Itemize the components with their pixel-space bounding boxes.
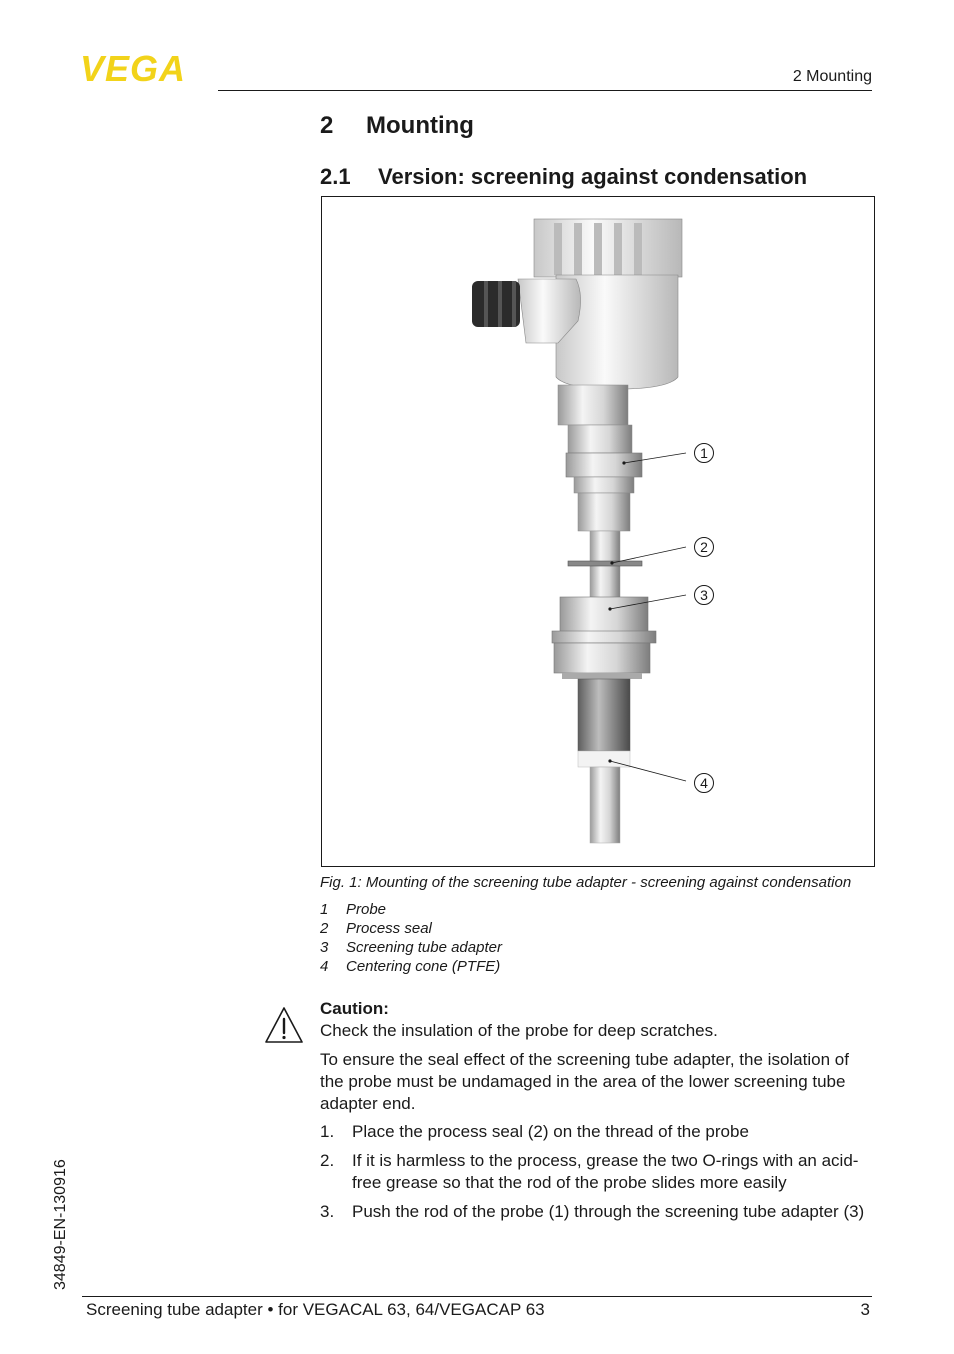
figure-caption: Fig. 1: Mounting of the screening tube adapter - screening against condensation (320, 874, 852, 891)
probe-hex-nut (566, 453, 642, 477)
screening-tube (578, 679, 630, 751)
screening-tube-adapter (560, 597, 648, 633)
callout-3-label: 3 (700, 587, 708, 603)
chapter-number: 2 (320, 112, 334, 139)
footer-title: Screening tube adapter • for VEGACAL 63, 64/VEGACAP 63 (86, 1300, 545, 1319)
header-section-title: 2 Mounting (792, 68, 872, 85)
process-seal (568, 561, 642, 566)
caution-title: Caution: (320, 999, 389, 1018)
section-title: Version: screening against condensation (378, 164, 808, 189)
figure-legend (320, 900, 502, 976)
callout-4 (695, 774, 714, 793)
callout-3 (695, 586, 714, 605)
list-item: 2. If it is harmless to the process, grease the two O-rings with an acid-free grease so that the rod of the probe slides more easily (320, 1151, 859, 1192)
legend-item: 2 Process seal (320, 920, 432, 937)
logo-text: VEGA (80, 52, 187, 84)
chapter-title: Mounting (366, 112, 474, 139)
vega-logo (80, 52, 212, 84)
legend-item: 3 Screening tube adapter (320, 939, 502, 956)
instruction-paragraph: To ensure the seal effect of the screening tube adapter, the isolation of the probe must be undamaged in the area of the lower screening tube adapter end. (320, 1050, 849, 1113)
list-item: 3. Push the rod of the probe (1) through the screening tube adapter (3) (320, 1202, 865, 1221)
header-divider (218, 90, 872, 91)
housing-cover (534, 219, 682, 277)
callout-2 (695, 538, 714, 557)
chapter-heading (320, 112, 474, 140)
list-item: 1. Place the process seal (2) on the thread of the probe (320, 1122, 749, 1141)
caution-text: Check the insulation of the probe for deep scratches. (320, 1021, 718, 1040)
page-number: 3 (860, 1300, 870, 1319)
cable-gland (472, 279, 581, 343)
probe-rod-lower (590, 767, 620, 843)
probe-illustration (322, 197, 874, 866)
legend-item: 1 Probe (320, 901, 387, 918)
mounting-steps (320, 1121, 872, 1230)
warning-triangle-icon (264, 1006, 304, 1044)
callout-1-label: 1 (700, 445, 708, 461)
callout-4-label: 4 (700, 775, 708, 791)
callout-1 (695, 444, 714, 463)
callout-2-label: 2 (700, 539, 708, 555)
footer-divider (82, 1296, 872, 1297)
document-number: 34849-EN-130916 (52, 1159, 69, 1290)
legend-item: 4 Centering cone (PTFE) (320, 958, 501, 975)
section-heading (320, 164, 807, 190)
section-number: 2.1 (320, 164, 351, 189)
mounting-figure (321, 196, 875, 867)
